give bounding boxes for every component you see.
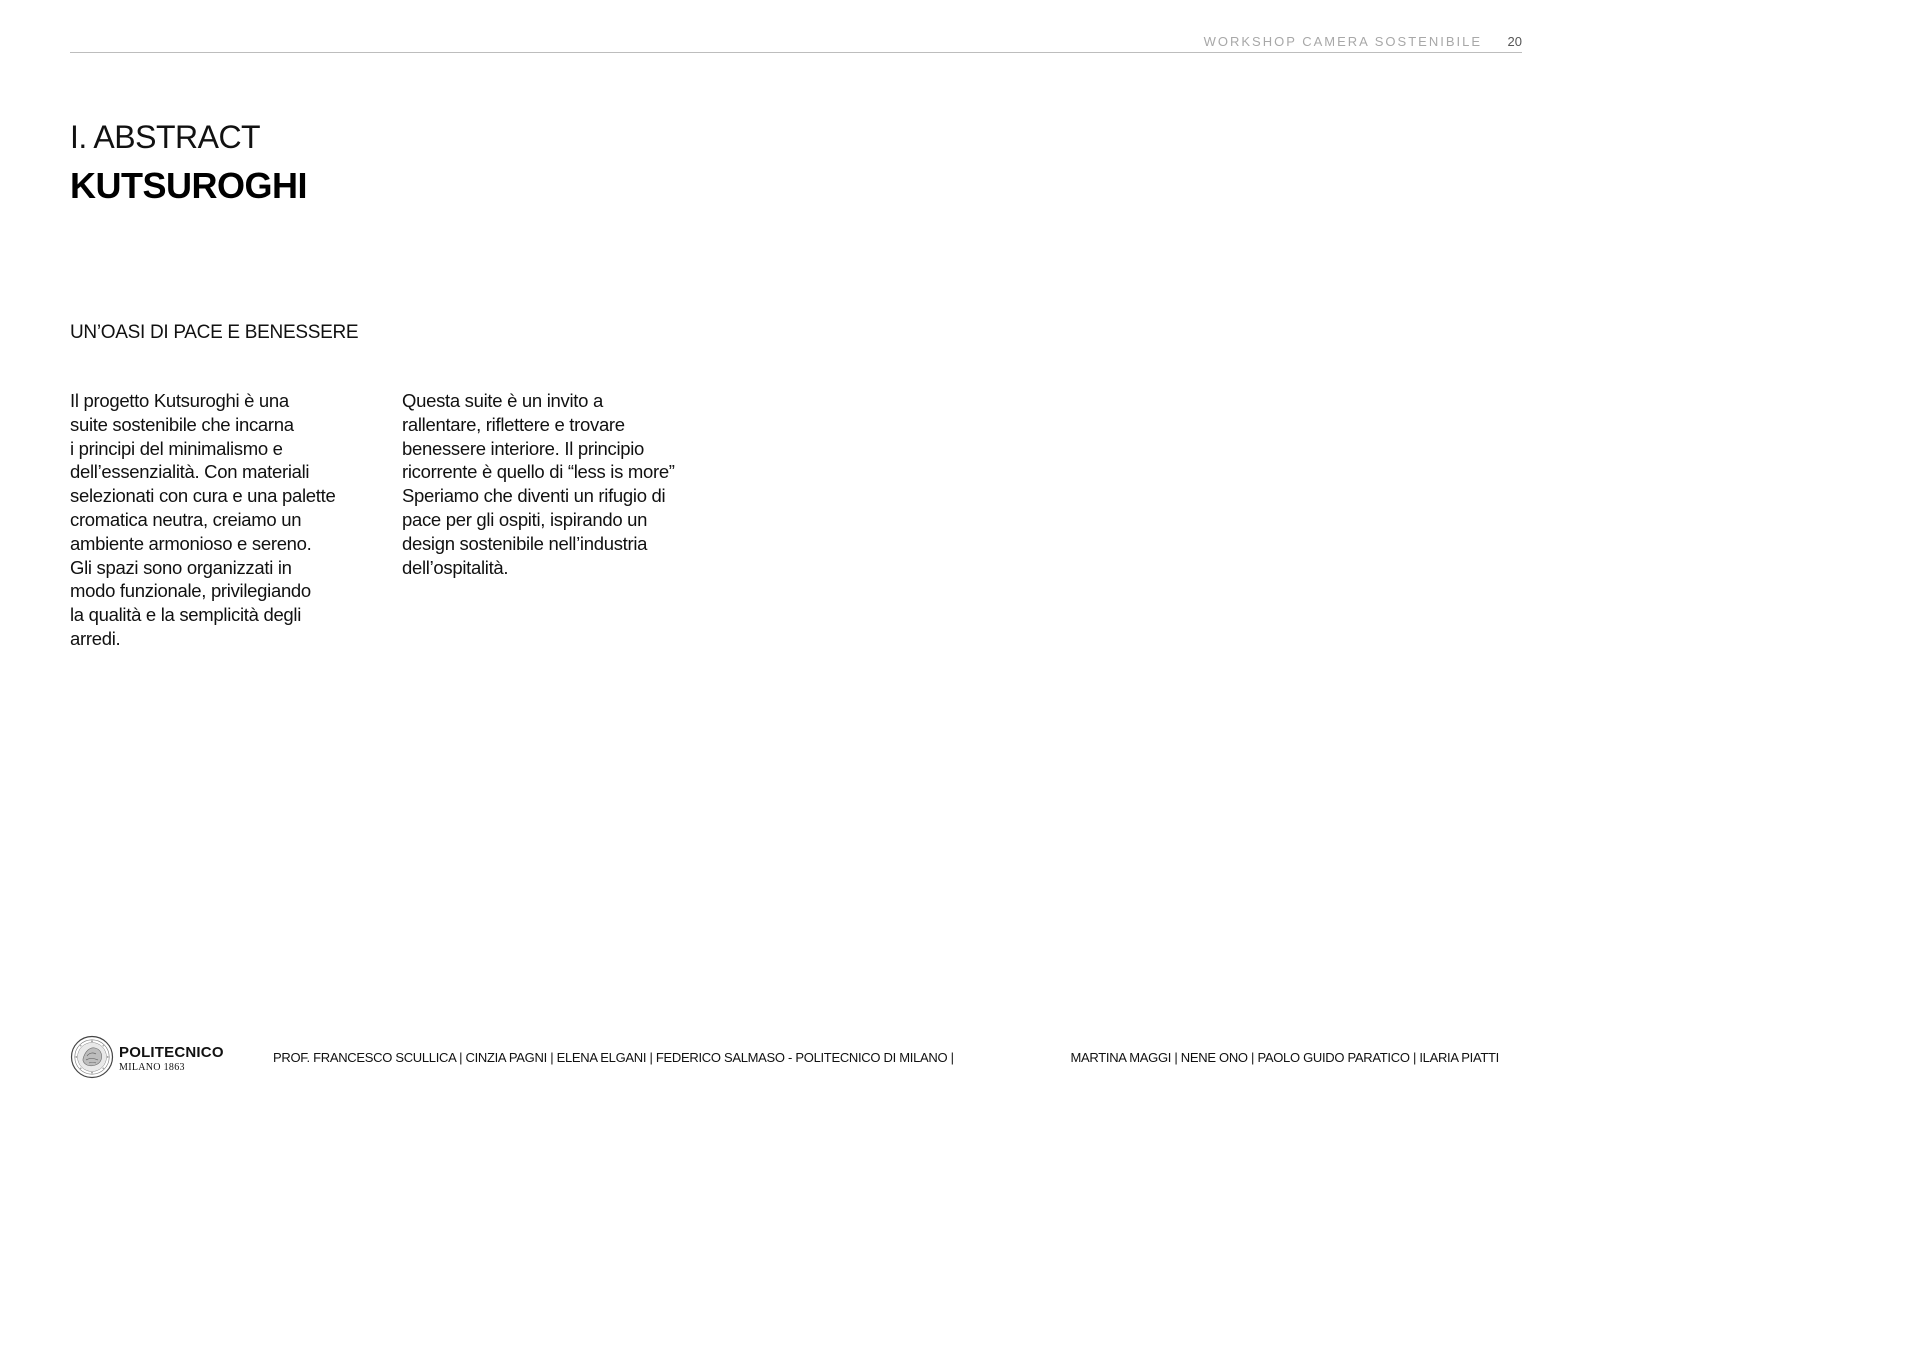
politecnico-logo [70, 1035, 230, 1081]
text-line: Il progetto Kutsuroghi è una [70, 390, 289, 411]
page-number: 20 [1507, 34, 1522, 49]
text-line: arredi. [70, 627, 121, 649]
project-title: KUTSUROGHI [70, 165, 307, 206]
text-line: cromatica neutra, creiamo un [70, 508, 302, 530]
section-label: I. ABSTRACT [70, 119, 261, 155]
footer-credits: PROF. FRANCESCO SCULLICA | CINZIA PAGNI | ELENA ELGANI | FEDERICO SALMASO - POLITECNICO DI MILANO | [273, 1050, 954, 1065]
text-line: design sostenibile nell’industria [402, 532, 648, 554]
text-line: ricorrente è quello di “less is more” [402, 461, 675, 483]
document-title: WORKSHOP CAMERA SOSTENIBILE [1203, 34, 1482, 49]
text-line: la qualità e la semplicità degli [70, 604, 302, 626]
text-line: dell’ospitalità. [402, 556, 509, 578]
politecnico-seal-icon [70, 1035, 114, 1079]
section-subtitle: UN’OASI DI PACE E BENESSERE [70, 322, 359, 343]
text-line: pace per gli ospiti, ispirando un [402, 508, 648, 530]
body-column-right [402, 389, 722, 579]
footer-students: MARTINA MAGGI | NENE ONO | PAOLO GUIDO PARATICO | ILARIA PIATTI [1070, 1050, 1499, 1065]
text-line: Questa suite è un invito a [402, 390, 603, 411]
text-line: dell’essenzialità. Con materiali [70, 461, 310, 483]
text-line: benessere interiore. Il principio [402, 437, 645, 459]
text-line: ambiente armonioso e sereno. [70, 532, 312, 554]
text-line: selezionati con cura e una palette [70, 485, 336, 507]
text-line: i principi del minimalismo e [70, 437, 283, 459]
logo-name: POLITECNICO [119, 1044, 224, 1061]
text-line: rallentare, riflettere e trovare [402, 413, 625, 435]
text-line: modo funzionale, privilegiando [70, 580, 311, 602]
logo-subtitle: MILANO 1863 [119, 1062, 185, 1073]
text-line: Gli spazi sono organizzati in [70, 556, 292, 578]
text-line: Speriamo che diventi un rifugio di [402, 485, 666, 507]
body-column-left [70, 389, 380, 651]
text-line: suite sostenibile che incarna [70, 413, 294, 435]
header-divider [70, 52, 1522, 53]
